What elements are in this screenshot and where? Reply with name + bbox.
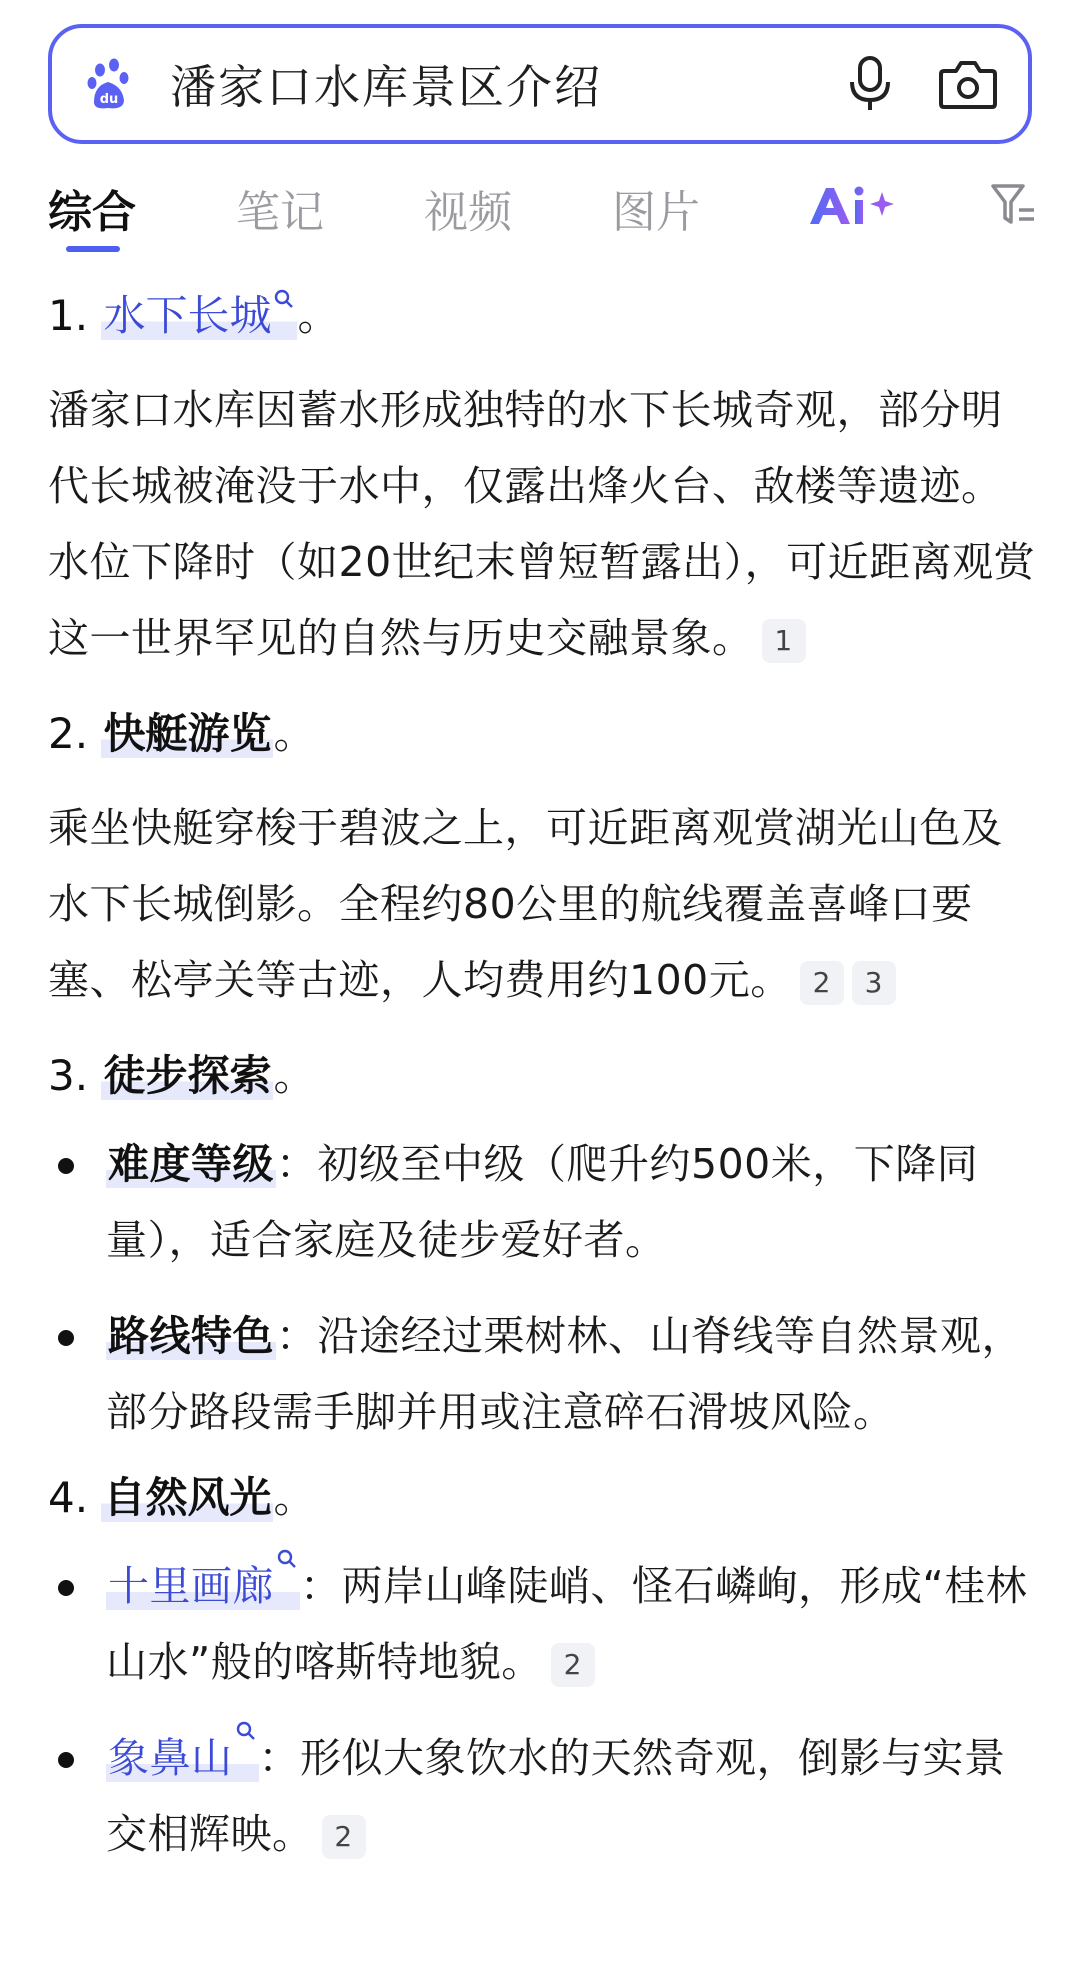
list-item xyxy=(48,1298,1038,1450)
citation-badge[interactable]: 2 xyxy=(551,1643,595,1687)
section-number: 1. xyxy=(48,291,89,340)
search-bar[interactable] xyxy=(48,24,1032,144)
ai-plus-icon xyxy=(806,182,902,230)
section-number: 3. xyxy=(48,1051,89,1100)
item-text: ：沿途经过栗树林、山脊线等自然景观，部分路段需手脚并用或注意碎石滑坡风险。 xyxy=(106,1312,1023,1436)
tab-bar xyxy=(48,168,1038,256)
bullet-dot xyxy=(58,1580,74,1596)
tab-notes[interactable]: 笔记 xyxy=(236,187,324,238)
list-item xyxy=(48,1126,1038,1278)
item-text: ：两岸山峰陡峭、怪石嶙峋，形成“桂林山水”般的喀斯特地貌。 xyxy=(106,1562,1028,1686)
bullet-dot xyxy=(58,1330,74,1346)
tab-ai[interactable] xyxy=(806,182,902,234)
search-input[interactable]: 潘家口水库景区介绍 xyxy=(170,60,602,114)
paragraph xyxy=(48,372,1038,676)
item-label: 路线特色 xyxy=(108,1312,274,1360)
heading-punct: 。 xyxy=(273,709,316,758)
microphone-icon xyxy=(846,54,894,114)
svg-text:du: du xyxy=(99,92,119,107)
section-heading xyxy=(48,1470,1038,1526)
filter-icon xyxy=(990,182,1038,228)
list-item xyxy=(48,1548,1038,1700)
heading-natural-scenery: 自然风光 xyxy=(103,1473,272,1522)
section-number: 2. xyxy=(48,709,89,758)
citation-badge[interactable]: 2 xyxy=(322,1815,366,1859)
link-label: 十里画廊 xyxy=(108,1562,274,1610)
tab-images[interactable]: 图片 xyxy=(612,187,700,238)
citation-badge[interactable]: 3 xyxy=(852,961,896,1005)
citation-badge[interactable]: 2 xyxy=(800,961,844,1005)
baidu-paw-icon xyxy=(84,56,140,112)
search-icon xyxy=(276,1548,298,1570)
heading-punct: 。 xyxy=(273,1051,316,1100)
section-number: 4. xyxy=(48,1473,89,1522)
search-icon xyxy=(235,1720,257,1742)
active-tab-indicator xyxy=(66,246,120,252)
citation-badge[interactable]: 1 xyxy=(762,619,806,663)
link-elephant-trunk-hill[interactable] xyxy=(106,1734,259,1782)
list-item xyxy=(48,1720,1038,1872)
paragraph-text: 潘家口水库因蓄水形成独特的水下长城奇观，部分明代长城被淹没于水中，仅露出烽火台、敌楼等遗迹。水位下降时（如20世纪末曾短暂露出），可近距离观赏这一世界罕见的自然与历史交融景象。 xyxy=(48,386,1036,662)
heading-punct: 。 xyxy=(273,1473,316,1522)
camera-icon xyxy=(938,57,998,111)
microphone-button[interactable] xyxy=(834,48,906,120)
link-label: 象鼻山 xyxy=(108,1734,233,1782)
paragraph xyxy=(48,790,1038,1018)
section-heading xyxy=(48,706,1038,762)
ai-answer-content xyxy=(48,264,1038,1892)
link-label: 水下长城 xyxy=(103,291,272,340)
heading-punct: 。 xyxy=(297,291,340,340)
section-heading xyxy=(48,288,1038,344)
tab-all[interactable]: 综合 xyxy=(48,187,136,238)
search-box[interactable] xyxy=(48,24,1032,144)
camera-button[interactable] xyxy=(932,48,1004,120)
paragraph-text: 乘坐快艇穿梭于碧波之上，可近距离观赏湖光山色及水下长城倒影。全程约80公里的航线覆盖喜峰口要塞、松亭关等古迹，人均费用约100元。 xyxy=(48,804,1003,1004)
filter-button[interactable] xyxy=(990,182,1038,232)
heading-speedboat-tour: 快艇游览 xyxy=(103,709,272,758)
bullet-list xyxy=(48,1548,1038,1872)
link-shili-gallery[interactable] xyxy=(106,1562,300,1610)
item-text: ：初级至中级（爬升约500米，下降同量），适合家庭及徒步爱好者。 xyxy=(106,1140,979,1264)
heading-hiking: 徒步探索 xyxy=(103,1051,272,1100)
tab-videos[interactable]: 视频 xyxy=(424,187,512,238)
bullet-dot xyxy=(58,1158,74,1174)
bullet-dot xyxy=(58,1752,74,1768)
item-text: ：形似大象饮水的天然奇观，倒影与实景交相辉映。 xyxy=(106,1734,1006,1858)
search-icon xyxy=(273,288,295,310)
section-heading xyxy=(48,1048,1038,1104)
item-label: 难度等级 xyxy=(108,1140,274,1188)
link-underwater-great-wall[interactable] xyxy=(101,291,297,340)
bullet-list xyxy=(48,1126,1038,1450)
